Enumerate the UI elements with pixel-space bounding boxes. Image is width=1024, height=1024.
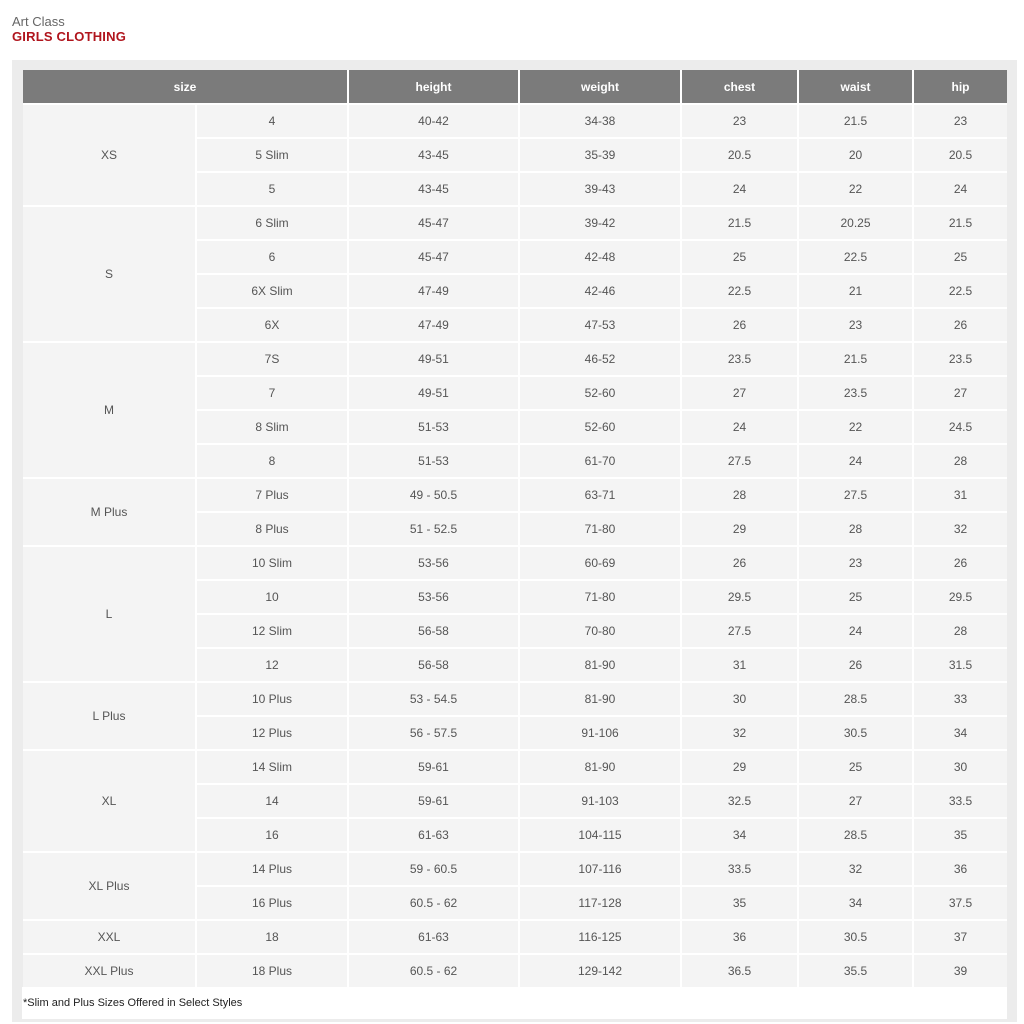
height-cell: 40-42 xyxy=(349,103,520,137)
hip-cell: 28 xyxy=(914,443,1007,477)
size-cell: 10 Slim xyxy=(197,545,349,579)
size-cell: 16 Plus xyxy=(197,885,349,919)
column-header-weight: weight xyxy=(520,70,682,103)
waist-cell: 25 xyxy=(799,749,914,783)
table-row xyxy=(23,919,1007,953)
table-row xyxy=(23,681,1007,715)
height-cell: 60.5 - 62 xyxy=(349,953,520,987)
height-cell: 49-51 xyxy=(349,375,520,409)
waist-cell: 28.5 xyxy=(799,681,914,715)
table-row xyxy=(23,749,1007,783)
waist-cell: 24 xyxy=(799,613,914,647)
header-row xyxy=(23,70,1007,103)
size-cell: 10 xyxy=(197,579,349,613)
waist-cell: 28.5 xyxy=(799,817,914,851)
waist-cell: 22 xyxy=(799,171,914,205)
size-cell: 7 Plus xyxy=(197,477,349,511)
waist-cell: 28 xyxy=(799,511,914,545)
waist-cell: 30.5 xyxy=(799,715,914,749)
chest-cell: 20.5 xyxy=(682,137,799,171)
chest-cell: 27.5 xyxy=(682,613,799,647)
height-cell: 51 - 52.5 xyxy=(349,511,520,545)
height-cell: 61-63 xyxy=(349,817,520,851)
waist-cell: 35.5 xyxy=(799,953,914,987)
waist-cell: 20.25 xyxy=(799,205,914,239)
chest-cell: 27.5 xyxy=(682,443,799,477)
chest-cell: 34 xyxy=(682,817,799,851)
table-row xyxy=(23,851,1007,885)
table-body xyxy=(23,103,1007,987)
size-cell: 18 Plus xyxy=(197,953,349,987)
height-cell: 51-53 xyxy=(349,443,520,477)
hip-cell: 31 xyxy=(914,477,1007,511)
height-cell: 51-53 xyxy=(349,409,520,443)
table-row xyxy=(23,545,1007,579)
brand-name: Art Class xyxy=(12,14,65,29)
waist-cell: 20 xyxy=(799,137,914,171)
hip-cell: 31.5 xyxy=(914,647,1007,681)
weight-cell: 116-125 xyxy=(520,919,682,953)
waist-cell: 34 xyxy=(799,885,914,919)
chest-cell: 29.5 xyxy=(682,579,799,613)
section-title: GIRLS CLOTHING xyxy=(12,29,127,44)
chest-cell: 29 xyxy=(682,749,799,783)
weight-cell: 107-116 xyxy=(520,851,682,885)
size-cell: 16 xyxy=(197,817,349,851)
size-cell: 8 Plus xyxy=(197,511,349,545)
column-header-hip: hip xyxy=(914,70,1007,103)
size-cell: 4 xyxy=(197,103,349,137)
weight-cell: 71-80 xyxy=(520,511,682,545)
size-cell: 12 Slim xyxy=(197,613,349,647)
size-group-label: M xyxy=(23,341,197,477)
size-cell: 7S xyxy=(197,341,349,375)
chest-cell: 23.5 xyxy=(682,341,799,375)
waist-cell: 27.5 xyxy=(799,477,914,511)
size-cell: 5 Slim xyxy=(197,137,349,171)
size-group-label: S xyxy=(23,205,197,341)
chest-cell: 24 xyxy=(682,409,799,443)
size-cell: 14 Slim xyxy=(197,749,349,783)
weight-cell: 91-103 xyxy=(520,783,682,817)
chest-cell: 30 xyxy=(682,681,799,715)
waist-cell: 30.5 xyxy=(799,919,914,953)
height-cell: 53-56 xyxy=(349,579,520,613)
size-cell: 5 xyxy=(197,171,349,205)
size-cell: 8 Slim xyxy=(197,409,349,443)
size-cell: 6 xyxy=(197,239,349,273)
chest-cell: 32.5 xyxy=(682,783,799,817)
weight-cell: 61-70 xyxy=(520,443,682,477)
waist-cell: 24 xyxy=(799,443,914,477)
weight-cell: 81-90 xyxy=(520,681,682,715)
height-cell: 49 - 50.5 xyxy=(349,477,520,511)
hip-cell: 24.5 xyxy=(914,409,1007,443)
hip-cell: 37 xyxy=(914,919,1007,953)
size-cell: 12 xyxy=(197,647,349,681)
hip-cell: 39 xyxy=(914,953,1007,987)
weight-cell: 129-142 xyxy=(520,953,682,987)
chest-cell: 26 xyxy=(682,545,799,579)
waist-cell: 23.5 xyxy=(799,375,914,409)
weight-cell: 35-39 xyxy=(520,137,682,171)
size-group-label: XXL Plus xyxy=(23,953,197,987)
size-cell: 8 xyxy=(197,443,349,477)
weight-cell: 81-90 xyxy=(520,749,682,783)
weight-cell: 42-46 xyxy=(520,273,682,307)
hip-cell: 37.5 xyxy=(914,885,1007,919)
waist-cell: 27 xyxy=(799,783,914,817)
size-chart-table xyxy=(23,70,1007,987)
table-row xyxy=(23,953,1007,987)
hip-cell: 26 xyxy=(914,307,1007,341)
weight-cell: 71-80 xyxy=(520,579,682,613)
weight-cell: 46-52 xyxy=(520,341,682,375)
height-cell: 59 - 60.5 xyxy=(349,851,520,885)
height-cell: 43-45 xyxy=(349,137,520,171)
table-row xyxy=(23,477,1007,511)
size-group-label: XL Plus xyxy=(23,851,197,919)
size-cell: 6X xyxy=(197,307,349,341)
waist-cell: 22 xyxy=(799,409,914,443)
hip-cell: 23.5 xyxy=(914,341,1007,375)
chest-cell: 31 xyxy=(682,647,799,681)
weight-cell: 91-106 xyxy=(520,715,682,749)
size-group-label: L Plus xyxy=(23,681,197,749)
chest-cell: 33.5 xyxy=(682,851,799,885)
waist-cell: 26 xyxy=(799,647,914,681)
hip-cell: 24 xyxy=(914,171,1007,205)
size-cell: 6X Slim xyxy=(197,273,349,307)
height-cell: 47-49 xyxy=(349,273,520,307)
weight-cell: 104-115 xyxy=(520,817,682,851)
hip-cell: 34 xyxy=(914,715,1007,749)
hip-cell: 26 xyxy=(914,545,1007,579)
hip-cell: 22.5 xyxy=(914,273,1007,307)
height-cell: 53 - 54.5 xyxy=(349,681,520,715)
weight-cell: 39-43 xyxy=(520,171,682,205)
chest-cell: 32 xyxy=(682,715,799,749)
size-cell: 14 Plus xyxy=(197,851,349,885)
waist-cell: 21 xyxy=(799,273,914,307)
table-row xyxy=(23,205,1007,239)
size-group-label: XL xyxy=(23,749,197,851)
weight-cell: 34-38 xyxy=(520,103,682,137)
height-cell: 61-63 xyxy=(349,919,520,953)
waist-cell: 23 xyxy=(799,307,914,341)
height-cell: 59-61 xyxy=(349,783,520,817)
footnote: *Slim and Plus Sizes Offered in Select Styles xyxy=(22,987,1007,1019)
hip-cell: 25 xyxy=(914,239,1007,273)
size-group-label: M Plus xyxy=(23,477,197,545)
size-group-label: XS xyxy=(23,103,197,205)
chest-cell: 36 xyxy=(682,919,799,953)
height-cell: 43-45 xyxy=(349,171,520,205)
weight-cell: 52-60 xyxy=(520,375,682,409)
hip-cell: 33.5 xyxy=(914,783,1007,817)
height-cell: 60.5 - 62 xyxy=(349,885,520,919)
weight-cell: 60-69 xyxy=(520,545,682,579)
column-header-size: size xyxy=(23,70,349,103)
height-cell: 49-51 xyxy=(349,341,520,375)
waist-cell: 21.5 xyxy=(799,341,914,375)
hip-cell: 35 xyxy=(914,817,1007,851)
size-cell: 10 Plus xyxy=(197,681,349,715)
chest-cell: 25 xyxy=(682,239,799,273)
height-cell: 56-58 xyxy=(349,613,520,647)
column-header-chest: chest xyxy=(682,70,799,103)
height-cell: 59-61 xyxy=(349,749,520,783)
size-group-label: XXL xyxy=(23,919,197,953)
waist-cell: 21.5 xyxy=(799,103,914,137)
column-header-waist: waist xyxy=(799,70,914,103)
height-cell: 45-47 xyxy=(349,239,520,273)
height-cell: 56 - 57.5 xyxy=(349,715,520,749)
hip-cell: 21.5 xyxy=(914,205,1007,239)
size-cell: 14 xyxy=(197,783,349,817)
hip-cell: 30 xyxy=(914,749,1007,783)
size-cell: 6 Slim xyxy=(197,205,349,239)
weight-cell: 70-80 xyxy=(520,613,682,647)
weight-cell: 117-128 xyxy=(520,885,682,919)
weight-cell: 81-90 xyxy=(520,647,682,681)
waist-cell: 23 xyxy=(799,545,914,579)
table-header xyxy=(23,70,1007,103)
size-group-label: L xyxy=(23,545,197,681)
hip-cell: 29.5 xyxy=(914,579,1007,613)
chest-cell: 23 xyxy=(682,103,799,137)
chest-cell: 26 xyxy=(682,307,799,341)
waist-cell: 22.5 xyxy=(799,239,914,273)
chest-cell: 24 xyxy=(682,171,799,205)
weight-cell: 52-60 xyxy=(520,409,682,443)
column-header-height: height xyxy=(349,70,520,103)
hip-cell: 28 xyxy=(914,613,1007,647)
hip-cell: 20.5 xyxy=(914,137,1007,171)
hip-cell: 32 xyxy=(914,511,1007,545)
height-cell: 56-58 xyxy=(349,647,520,681)
size-cell: 18 xyxy=(197,919,349,953)
hip-cell: 36 xyxy=(914,851,1007,885)
table-row xyxy=(23,103,1007,137)
hip-cell: 23 xyxy=(914,103,1007,137)
height-cell: 47-49 xyxy=(349,307,520,341)
chest-cell: 35 xyxy=(682,885,799,919)
weight-cell: 39-42 xyxy=(520,205,682,239)
height-cell: 45-47 xyxy=(349,205,520,239)
chest-cell: 27 xyxy=(682,375,799,409)
chest-cell: 22.5 xyxy=(682,273,799,307)
waist-cell: 25 xyxy=(799,579,914,613)
size-cell: 12 Plus xyxy=(197,715,349,749)
table-row xyxy=(23,341,1007,375)
height-cell: 53-56 xyxy=(349,545,520,579)
hip-cell: 27 xyxy=(914,375,1007,409)
chest-cell: 29 xyxy=(682,511,799,545)
weight-cell: 47-53 xyxy=(520,307,682,341)
waist-cell: 32 xyxy=(799,851,914,885)
chest-cell: 21.5 xyxy=(682,205,799,239)
hip-cell: 33 xyxy=(914,681,1007,715)
chest-cell: 28 xyxy=(682,477,799,511)
size-cell: 7 xyxy=(197,375,349,409)
weight-cell: 63-71 xyxy=(520,477,682,511)
weight-cell: 42-48 xyxy=(520,239,682,273)
chest-cell: 36.5 xyxy=(682,953,799,987)
